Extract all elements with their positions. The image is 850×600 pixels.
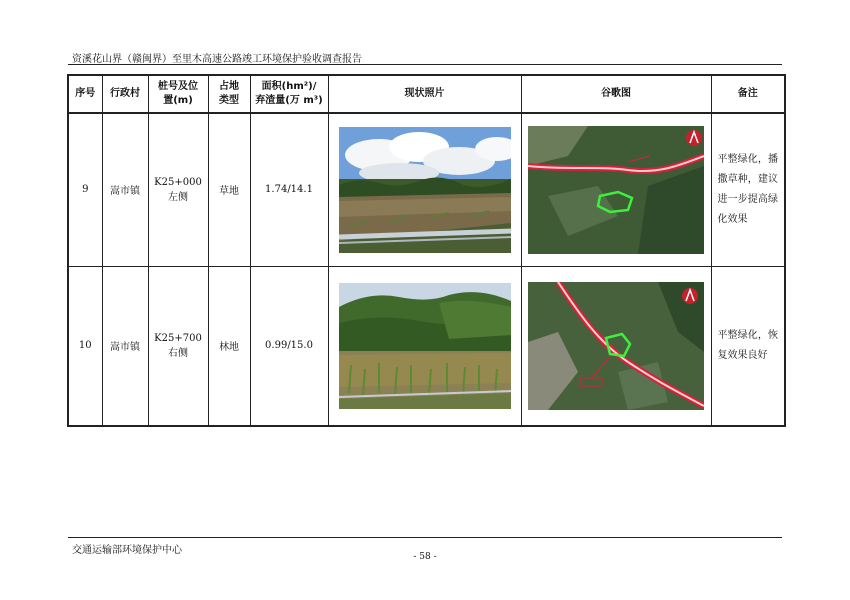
cell-village: 嵩市镇 [102, 113, 148, 266]
col-header-station: 桩号及位 置(m) [148, 75, 208, 113]
col-header-photo: 现状照片 [328, 75, 521, 113]
cell-village: 嵩市镇 [102, 266, 148, 426]
table-row [68, 113, 785, 266]
cell-note: 平整绿化，恢复效果良好 [711, 266, 785, 426]
footer-org: 交通运输部环境保护中心 [72, 545, 182, 556]
satellite-map-grassland [528, 126, 704, 254]
cell-land-type: 林地 [208, 266, 250, 426]
cell-seq: 10 [68, 266, 102, 426]
site-photo-forest [339, 283, 511, 409]
col-header-land-type: 占地 类型 [208, 75, 250, 113]
cell-photo [328, 266, 521, 426]
cell-station: K25+700 右侧 [148, 266, 208, 426]
report-title: 资溪花山界（赣闽界）至里木高速公路竣工环境保护验收调查报告 [72, 54, 362, 65]
satellite-map-forest [528, 282, 704, 410]
col-header-note: 备注 [711, 75, 785, 113]
cell-area: 1.74/14.1 [250, 113, 328, 266]
cell-seq: 9 [68, 113, 102, 266]
footer-rule [68, 537, 782, 538]
cell-note: 平整绿化，播撒草种，建议进一步提高绿化效果 [711, 113, 785, 266]
table-header-row [68, 75, 785, 113]
cell-google-map [521, 266, 711, 426]
site-photo-grassland [339, 127, 511, 253]
page-number: - 58 - [413, 552, 437, 562]
col-header-village: 行政村 [102, 75, 148, 113]
cell-google-map [521, 113, 711, 266]
cell-land-type: 草地 [208, 113, 250, 266]
col-header-area: 面积(hm²)/ 弃渣量(万 m³) [250, 75, 328, 113]
cell-photo [328, 113, 521, 266]
col-header-seq: 序号 [68, 75, 102, 113]
cell-area: 0.99/15.0 [250, 266, 328, 426]
spoil-site-table [67, 74, 786, 427]
cell-station: K25+000 左侧 [148, 113, 208, 266]
header-rule [68, 64, 782, 65]
col-header-google-map: 谷歌图 [521, 75, 711, 113]
table-row [68, 266, 785, 426]
